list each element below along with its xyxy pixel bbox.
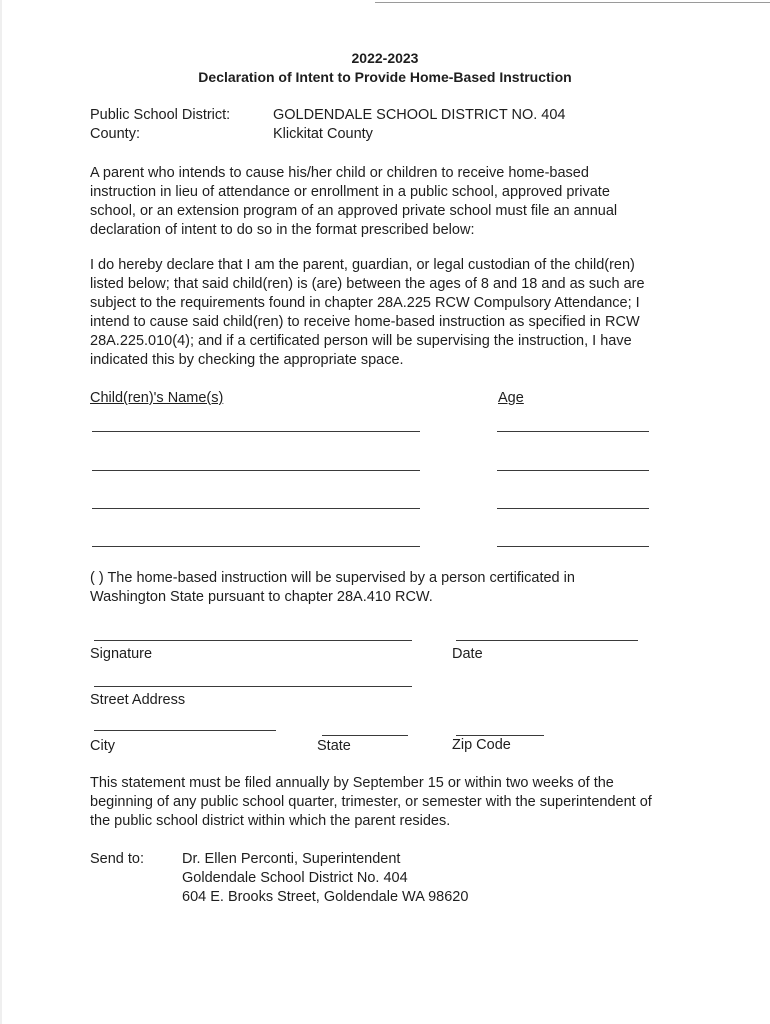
city-label: City: [90, 738, 115, 754]
filing-line: beginning of any public school quarter, trimester, or semester with the superintendent of: [90, 794, 652, 810]
filing-line: the public school district within which the parent resides.: [90, 813, 451, 829]
child-name-field-2[interactable]: [92, 470, 420, 471]
children-age-header: Age: [498, 390, 524, 406]
scan-edge: [0, 0, 2, 1024]
certified-line: ( ) The home-based instruction will be supervised by a person certificated in: [90, 570, 575, 586]
send-to-line: Goldendale School District No. 404: [182, 870, 408, 886]
declaration-line: listed below; that said child(ren) is (are) between the ages of 8 and 18 and as such are: [90, 276, 645, 292]
state-label: State: [317, 738, 351, 754]
district-value: GOLDENDALE SCHOOL DISTRICT NO. 404: [273, 107, 566, 123]
send-to-line: Dr. Ellen Perconti, Superintendent: [182, 851, 401, 867]
date-label: Date: [452, 646, 483, 662]
children-name-header: Child(ren)'s Name(s): [90, 390, 224, 406]
school-year: 2022-2023: [351, 50, 419, 66]
filing-line: This statement must be filed annually by September 15 or within two weeks of the: [90, 775, 614, 791]
declaration-line: 28A.225.010(4); and if a certificated person will be supervising the instruction, I have: [90, 333, 632, 349]
certified-line: Washington State pursuant to chapter 28A.410 RCW.: [90, 589, 433, 605]
top-border: [375, 2, 770, 3]
declaration-line: intend to cause said child(ren) to receive home-based instruction as specified in RCW: [90, 314, 640, 330]
state-field[interactable]: [322, 735, 408, 736]
child-age-field-3[interactable]: [497, 508, 649, 509]
intro-line: A parent who intends to cause his/her child or children to receive home-based: [90, 165, 589, 181]
zip-label: Zip Code: [452, 737, 511, 753]
date-field[interactable]: [456, 640, 638, 641]
form-title: Declaration of Intent to Provide Home-Based Instruction: [198, 69, 572, 85]
form-header: [0, 49, 770, 87]
intro-line: instruction in lieu of attendance or enrollment in a public school, approved private: [90, 184, 610, 200]
city-field[interactable]: [94, 730, 276, 731]
signature-label: Signature: [90, 646, 153, 662]
street-address-field[interactable]: [94, 686, 412, 687]
intro-paragraph: [90, 164, 690, 240]
child-age-field-4[interactable]: [497, 546, 649, 547]
declaration-line: subject to the requirements found in chapter 28A.225 RCW Compulsory Attendance; I: [90, 295, 640, 311]
declaration-line: I do hereby declare that I am the parent, guardian, or legal custodian of the child(ren): [90, 257, 635, 273]
county-value: Klickitat County: [273, 126, 373, 142]
send-to-label: Send to:: [90, 851, 145, 867]
filing-paragraph: [90, 774, 690, 831]
declaration-line: indicated this by checking the appropriate space.: [90, 352, 404, 368]
street-address-label: Street Address: [90, 692, 186, 708]
child-name-field-3[interactable]: [92, 508, 420, 509]
child-name-field-1[interactable]: [92, 431, 420, 432]
signature-field[interactable]: [94, 640, 412, 641]
district-label: Public School District:: [90, 107, 231, 123]
intro-line: school, or an extension program of an approved private school must file an annual: [90, 203, 618, 219]
county-label: County:: [90, 126, 140, 142]
child-age-field-1[interactable]: [497, 431, 649, 432]
child-age-field-2[interactable]: [497, 470, 649, 471]
certified-statement[interactable]: [90, 569, 690, 607]
child-name-field-4[interactable]: [92, 546, 420, 547]
send-to-line: 604 E. Brooks Street, Goldendale WA 98620: [182, 889, 469, 905]
intro-line: declaration of intent to do so in the format prescribed below:: [90, 222, 475, 238]
declaration-paragraph: [90, 256, 690, 370]
